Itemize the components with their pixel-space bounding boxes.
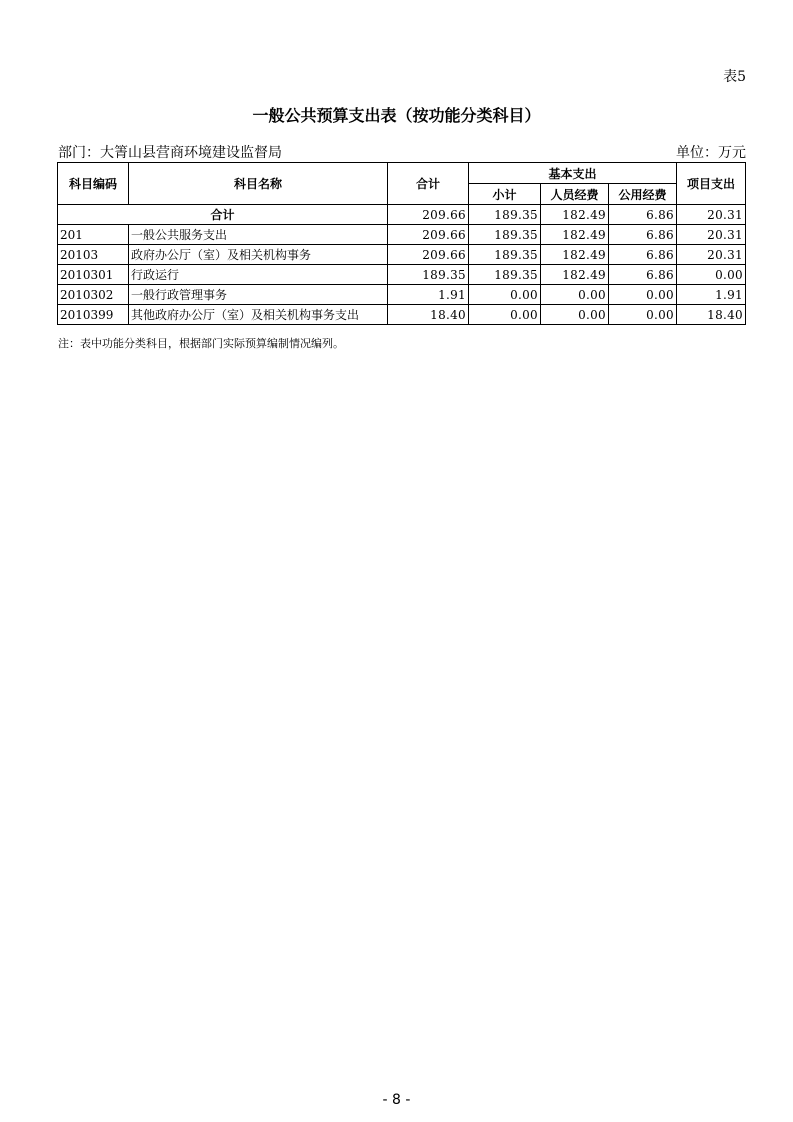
cell-name: 其他政府办公厅（室）及相关机构事务支出 [129,305,388,325]
cell-personnel: 182.49 [541,205,609,225]
cell-project: 0.00 [677,265,746,285]
cell-project: 20.31 [677,205,746,225]
cell-name: 政府办公厅（室）及相关机构事务 [129,245,388,265]
cell-personnel: 0.00 [541,285,609,305]
cell-subtotal: 189.35 [469,245,541,265]
cell-subtotal: 189.35 [469,225,541,245]
cell-subtotal: 189.35 [469,205,541,225]
cell-subtotal: 0.00 [469,305,541,325]
total-label: 合计 [58,205,388,225]
cell-personnel: 182.49 [541,265,609,285]
header-public: 公用经费 [609,184,677,205]
table-row [58,265,746,285]
cell-public: 6.86 [609,225,677,245]
cell-total: 209.66 [388,245,469,265]
budget-table [57,162,746,325]
header-name: 科目名称 [129,163,388,205]
table-note: 注：表中功能分类科目，根据部门实际预算编制情况编列。 [58,337,344,350]
cell-name: 一般公共服务支出 [129,225,388,245]
page-number: - 8 - [382,1092,411,1108]
cell-total: 209.66 [388,225,469,245]
cell-code: 2010301 [58,265,129,285]
cell-name: 一般行政管理事务 [129,285,388,305]
cell-project: 1.91 [677,285,746,305]
cell-public: 6.86 [609,205,677,225]
cell-personnel: 0.00 [541,305,609,325]
cell-personnel: 182.49 [541,245,609,265]
cell-name: 行政运行 [129,265,388,285]
cell-code: 2010302 [58,285,129,305]
table-row [58,305,746,325]
unit-label: 单位：万元 [676,145,746,161]
header-subtotal: 小计 [469,184,541,205]
cell-project: 20.31 [677,245,746,265]
cell-project: 20.31 [677,225,746,245]
header-basic: 基本支出 [469,163,677,184]
cell-subtotal: 0.00 [469,285,541,305]
cell-total: 209.66 [388,205,469,225]
table-row [58,285,746,305]
header-project: 项目支出 [677,163,746,205]
header-code: 科目编码 [58,163,129,205]
cell-code: 201 [58,225,129,245]
cell-public: 0.00 [609,285,677,305]
department-label: 部门：大箐山县营商环境建设监督局 [58,145,282,161]
table-number: 表5 [723,69,746,85]
total-row [58,205,746,225]
cell-public: 6.86 [609,265,677,285]
cell-subtotal: 189.35 [469,265,541,285]
header-personnel: 人员经费 [541,184,609,205]
table-row [58,225,746,245]
table-row [58,245,746,265]
cell-total: 18.40 [388,305,469,325]
cell-public: 6.86 [609,245,677,265]
cell-project: 18.40 [677,305,746,325]
cell-code: 2010399 [58,305,129,325]
page-title: 一般公共预算支出表（按功能分类科目） [252,106,541,125]
cell-total: 189.35 [388,265,469,285]
header-total: 合计 [388,163,469,205]
cell-personnel: 182.49 [541,225,609,245]
cell-code: 20103 [58,245,129,265]
cell-public: 0.00 [609,305,677,325]
cell-total: 1.91 [388,285,469,305]
